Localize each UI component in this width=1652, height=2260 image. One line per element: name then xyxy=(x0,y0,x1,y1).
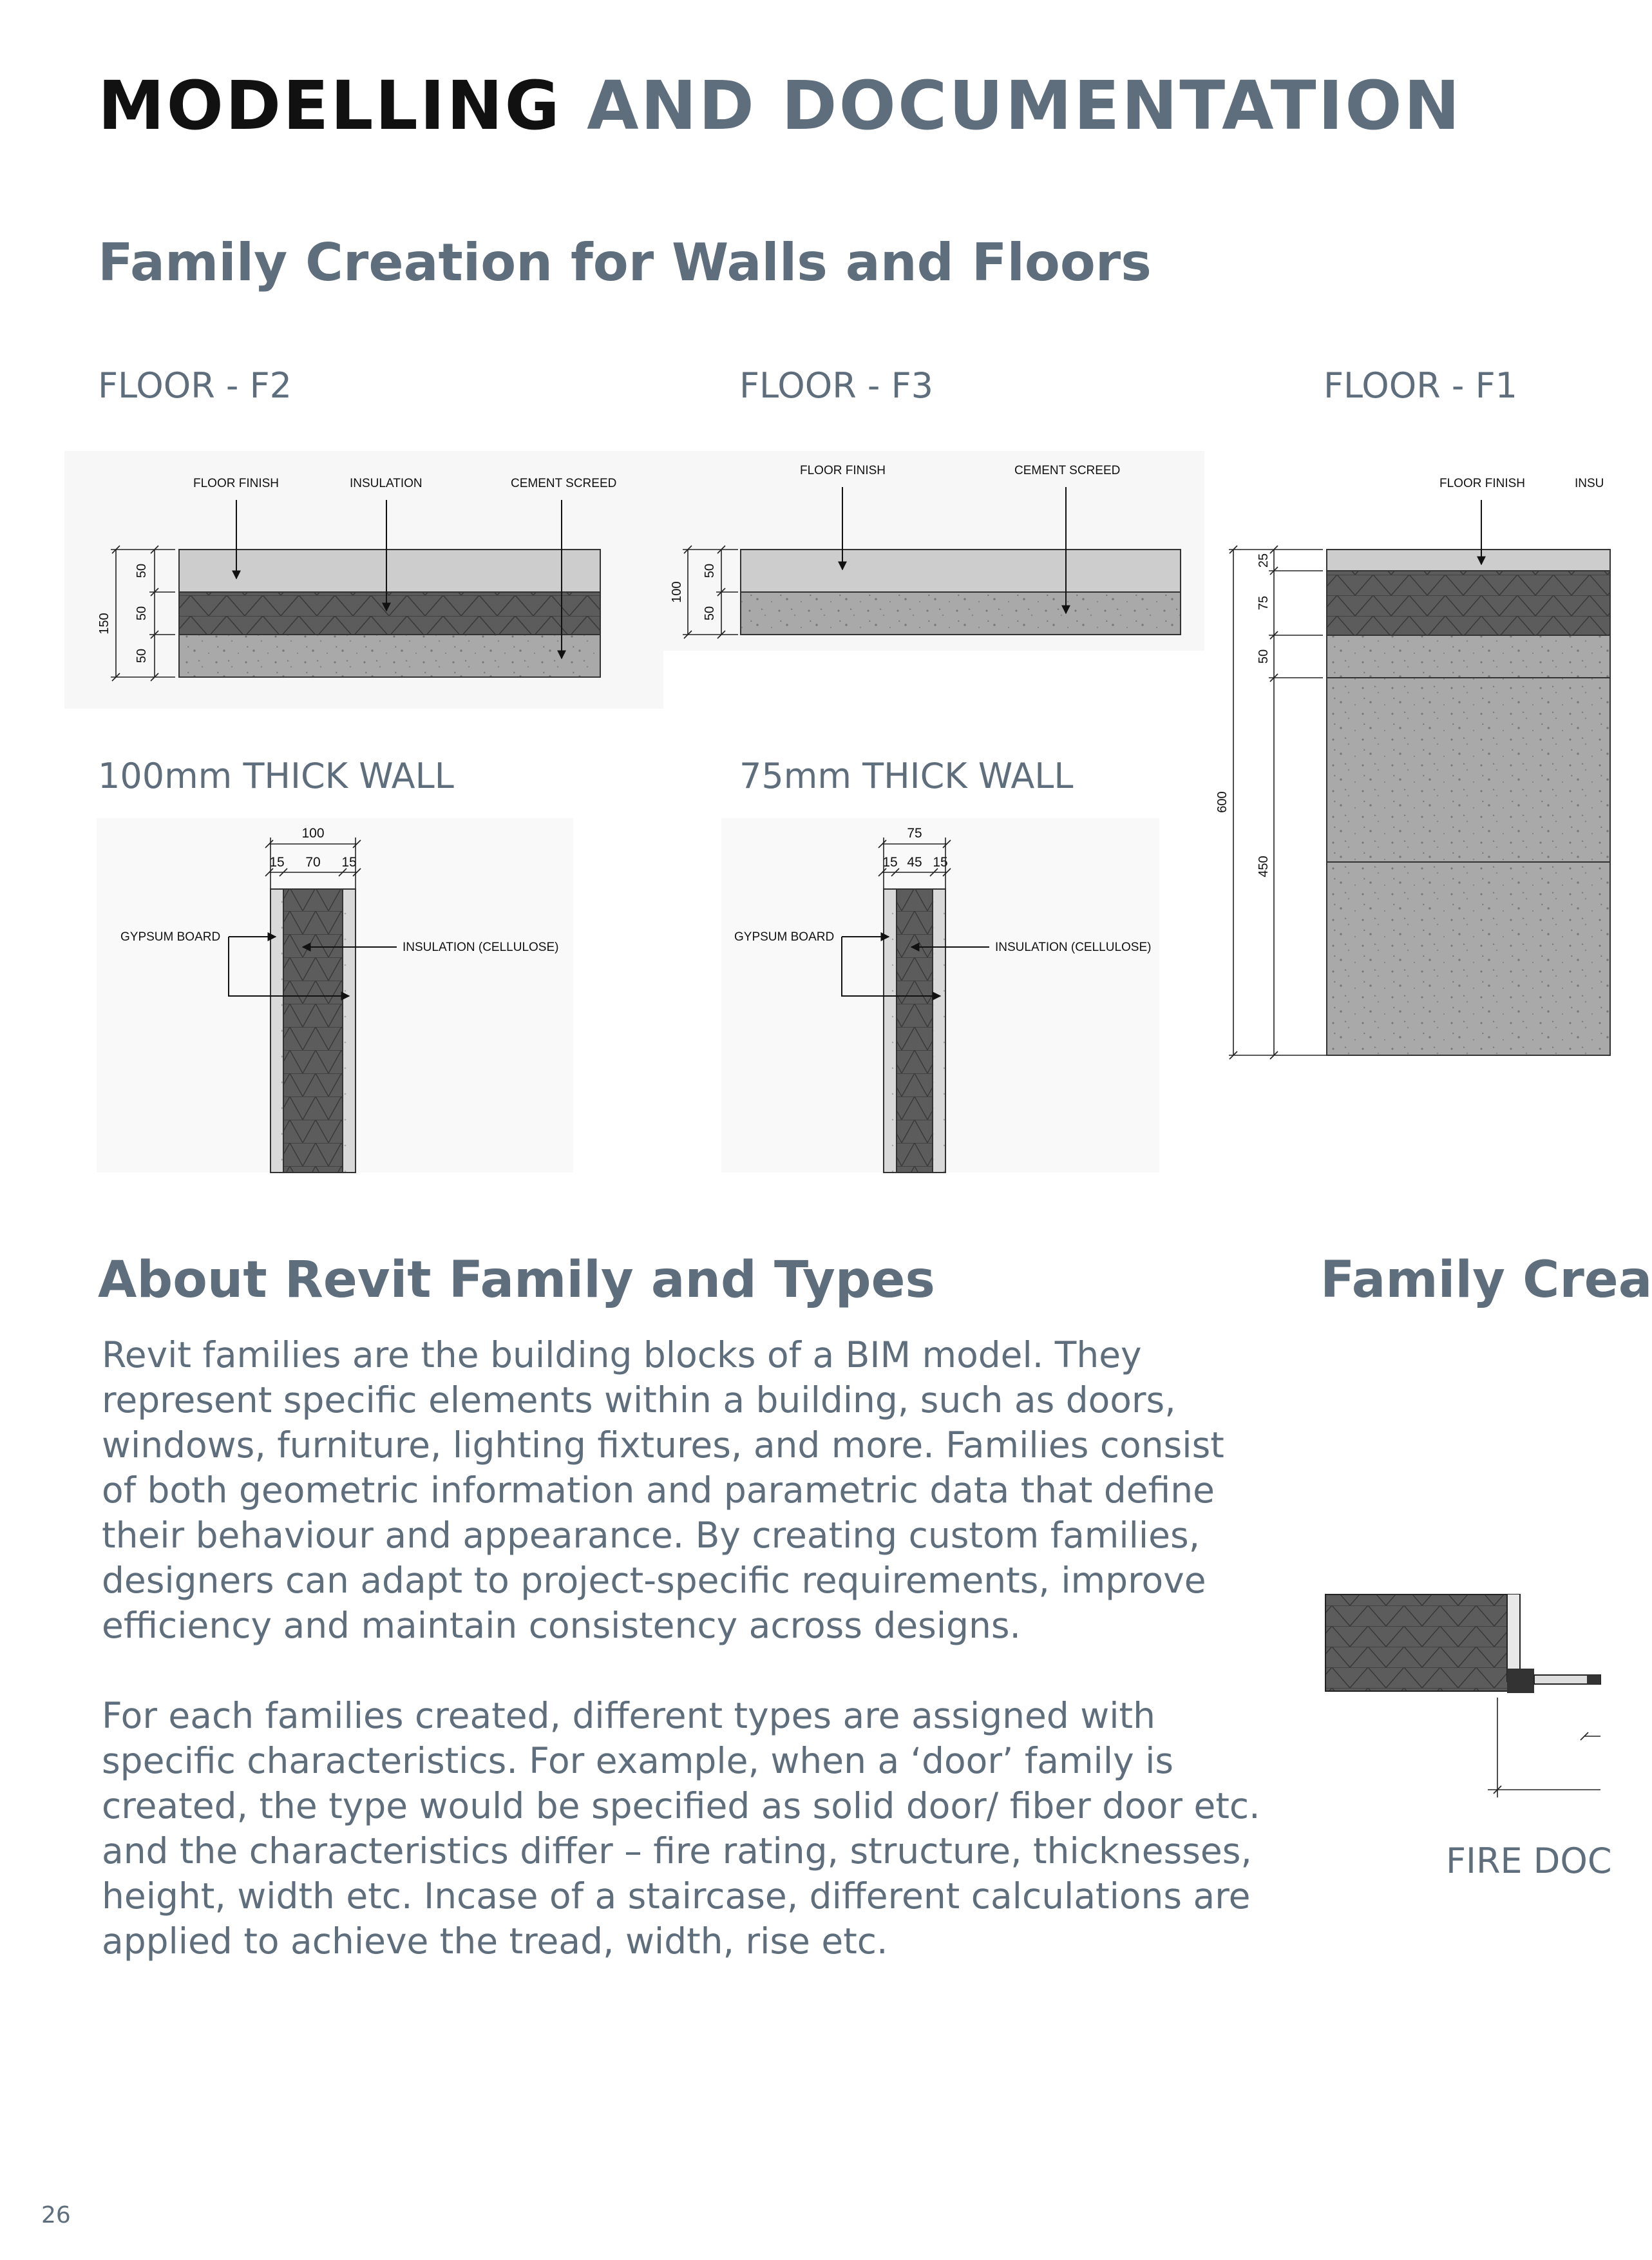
f1-layer-screed xyxy=(1327,635,1610,678)
w75-dim-3: 15 xyxy=(933,855,948,870)
about-text xyxy=(102,1332,1261,1964)
w75-dim-1: 15 xyxy=(882,855,898,870)
f1-dim-4: 450 xyxy=(1257,856,1271,877)
w100-callout-insulation: INSULATION (CELLULOSE) xyxy=(403,941,559,954)
f1-layer-finish xyxy=(1327,550,1610,571)
w100-dim-3: 15 xyxy=(341,855,357,870)
f2-callout-insulation: INSULATION xyxy=(350,477,422,490)
f2-dim-total: 150 xyxy=(97,613,111,635)
f3-callout-screed: CEMENT SCREED xyxy=(1014,464,1121,477)
f1-dim-2: 75 xyxy=(1257,595,1271,611)
f2-dim-2: 50 xyxy=(135,606,149,621)
f2-callout-finish: FLOOR FINISH xyxy=(193,477,280,490)
section-heading-right: Family Crea xyxy=(1320,1251,1652,1309)
door-frame xyxy=(1507,1669,1534,1693)
w75-dim-total: 75 xyxy=(907,826,922,841)
floor-f3-drawing xyxy=(657,451,1204,651)
about-paragraph-1: Revit families are the building blocks of a BIM model. They represent specific elements within a building, such as doors, windows, furniture, lighting fixtures, and more. Families consist of both geometric information and parametric data that define their behaviour and appearance. By creating custom families, designers can adapt to project-specific requirements, improve efficiency and maintain consistency across designs. xyxy=(102,1334,1224,1646)
floor-f1-drawing xyxy=(1211,451,1604,1069)
floor-f2-drawing xyxy=(64,451,663,709)
f3-callout-finish: FLOOR FINISH xyxy=(800,464,886,477)
fire-door-drawing xyxy=(1314,1585,1600,1817)
title-bold: MODELLING xyxy=(98,66,562,145)
f1-dim-total: 600 xyxy=(1215,791,1230,813)
door-wall-section xyxy=(1325,1594,1520,1691)
f1-layer-insulation xyxy=(1327,571,1610,635)
f1-callout-finish: FLOOR FINISH xyxy=(1439,477,1526,490)
floor-f3-label: FLOOR - F3 xyxy=(739,365,933,406)
w75-insulation xyxy=(897,889,933,1173)
w100-insulation xyxy=(283,889,343,1173)
w100-dim-1: 15 xyxy=(269,855,285,870)
f2-dim-3: 50 xyxy=(135,648,149,664)
f2-dim-1: 50 xyxy=(135,563,149,579)
w75-gypsum-right xyxy=(933,889,945,1173)
f2-layer-screed xyxy=(179,635,600,677)
fire-door-label: FIRE DOC xyxy=(1446,1841,1612,1881)
f3-dim-2: 50 xyxy=(703,606,717,621)
page-title xyxy=(98,66,1462,145)
wall-75-label: 75mm THICK WALL xyxy=(739,756,1074,796)
f3-layer-screed xyxy=(741,592,1181,635)
f1-layer-slab xyxy=(1327,678,1610,862)
w100-gypsum-right xyxy=(343,889,356,1173)
wall-75-drawing xyxy=(721,818,1159,1173)
section-heading-walls-floors: Family Creation for Walls and Floors xyxy=(98,233,1152,292)
floor-f1-label: FLOOR - F1 xyxy=(1324,365,1517,406)
f1-dim-3: 50 xyxy=(1257,649,1271,664)
f3-layer-finish xyxy=(741,550,1181,592)
f3-dim-1: 50 xyxy=(703,563,717,579)
w75-callout-insulation: INSULATION (CELLULOSE) xyxy=(995,941,1152,954)
wall-100-label: 100mm THICK WALL xyxy=(98,756,454,796)
page-number: 26 xyxy=(41,2202,71,2228)
w75-callout-gypsum: GYPSUM BOARD xyxy=(734,930,835,944)
f3-dim-total: 100 xyxy=(670,581,684,603)
f1-callout-insulation: INSU xyxy=(1575,477,1604,490)
w100-callout-gypsum: GYPSUM BOARD xyxy=(120,930,221,944)
w75-dim-2: 45 xyxy=(907,855,922,870)
wall-100-drawing xyxy=(97,818,573,1173)
w100-gypsum-left xyxy=(271,889,283,1173)
w100-dim-total: 100 xyxy=(301,826,325,841)
about-heading: About Revit Family and Types xyxy=(98,1251,935,1309)
about-paragraph-2: For each families created, different types are assigned with specific characteristics. For example, when a ‘door’ family is created, the type would be specified as solid door/ fiber door etc. and the characteristics differ – fire rating, structure, thicknesses, height, width etc. Incase of a staircase, different calculations are applied to achieve the tread, width, rise etc. xyxy=(102,1695,1260,1962)
f1-layer-slab-lower xyxy=(1327,862,1610,1055)
f2-layer-finish xyxy=(179,550,600,592)
f2-callout-screed: CEMENT SCREED xyxy=(511,477,617,490)
w100-dim-2: 70 xyxy=(305,855,321,870)
floor-f2-label: FLOOR - F2 xyxy=(98,365,292,406)
w75-gypsum-left xyxy=(884,889,897,1173)
title-rest: AND DOCUMENTATION xyxy=(587,66,1462,145)
f1-dim-1: 25 xyxy=(1257,553,1271,568)
f2-layer-insulation xyxy=(179,592,600,635)
